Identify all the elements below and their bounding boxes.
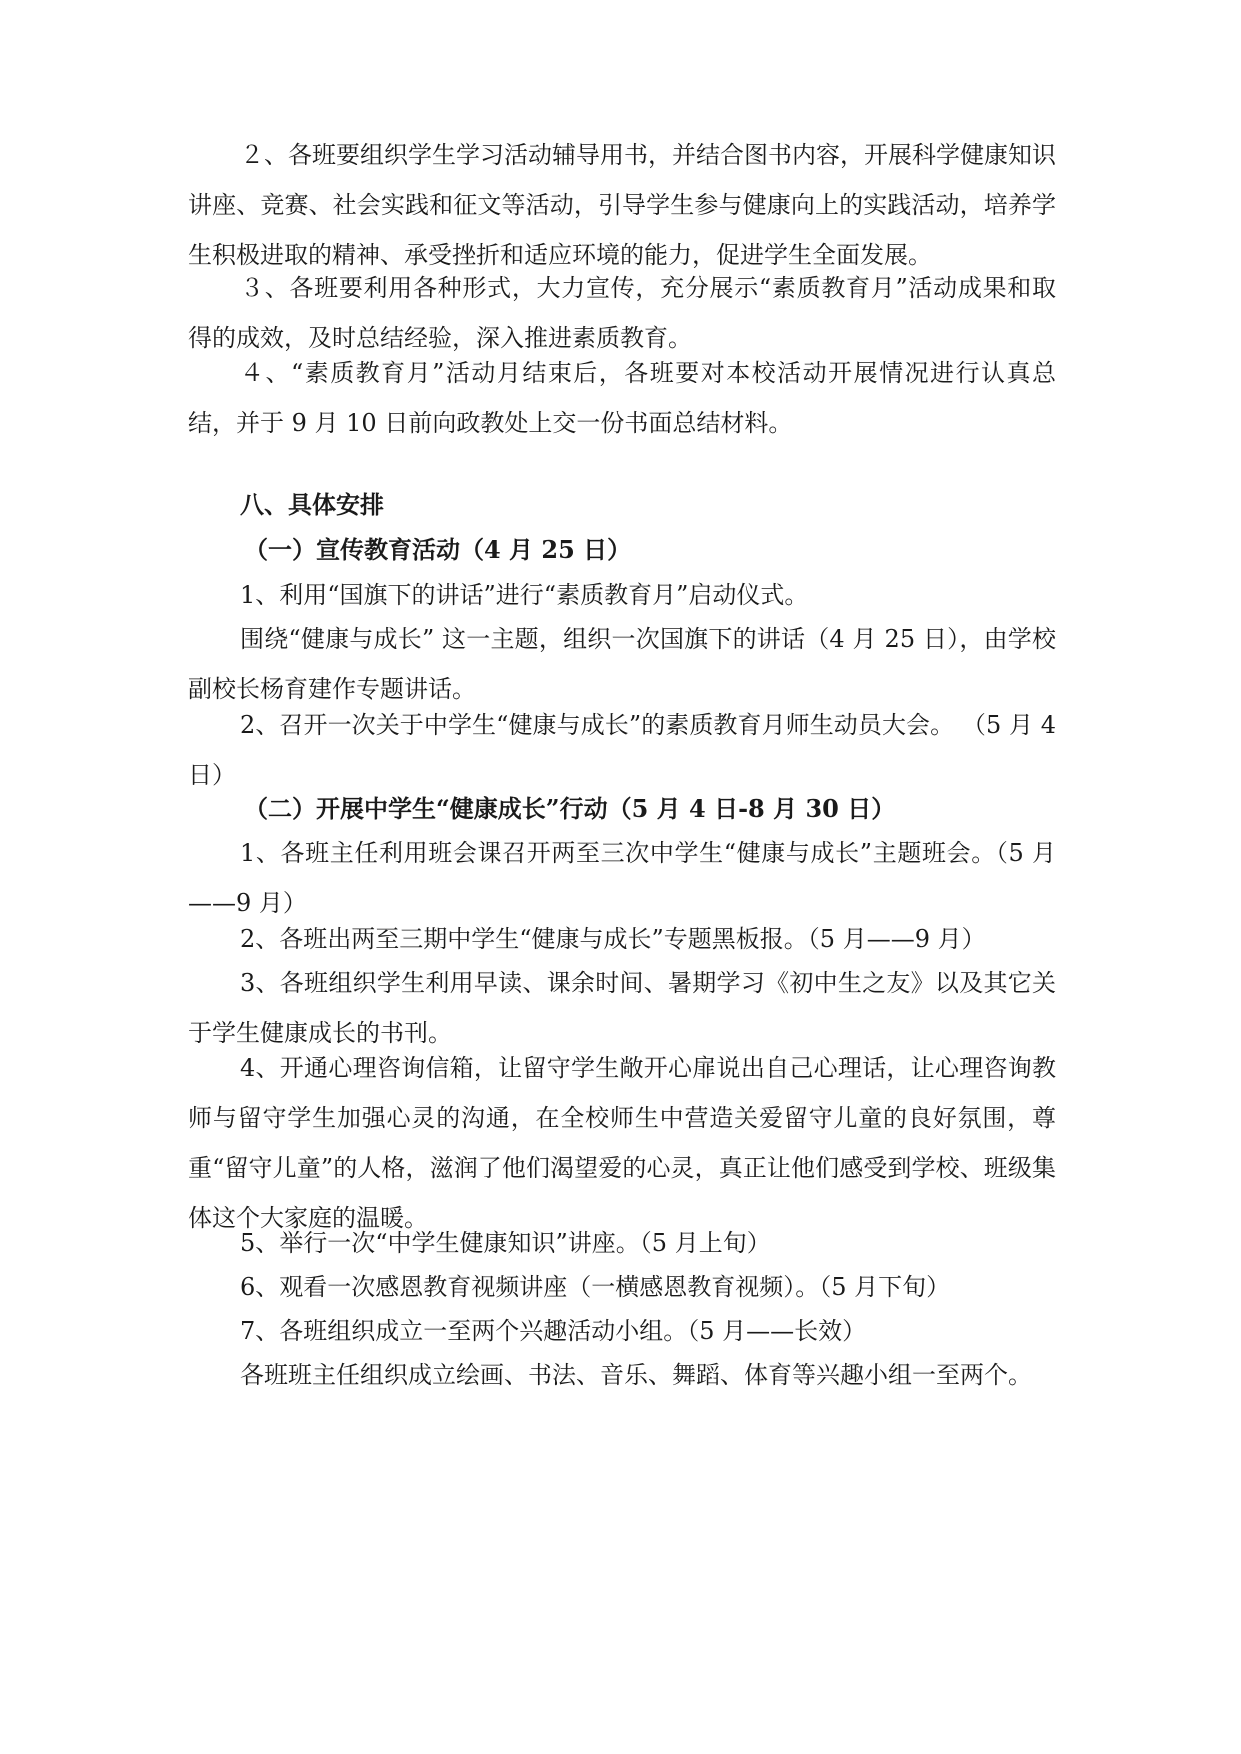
subsection-heading-1: （一）宣传教育活动（4 月 25 日） — [244, 535, 632, 564]
list-item: 4、开通心理咨询信箱，让留守学生敞开心扉说出自己心理话，让心理咨询教师与留守学生加强心灵的沟通，在全校师生中营造关爱留守儿童的良好氛围，尊重“留守儿童”的人格，滋润了他们渴望爱的心灵，真正让他们感受到学校、班级集体这个大家庭的温暖。 — [188, 1054, 1056, 1232]
list-item: 2、各班出两至三期中学生“健康与成长”专题黑板报。（5 月——9 月） — [240, 925, 986, 953]
section-heading-8: 八、具体安排 — [240, 490, 384, 519]
list-item: 5、举行一次“中学生健康知识”讲座。（5 月上旬） — [240, 1229, 771, 1257]
list-item: 1、各班主任利用班会课召开两至三次中学生“健康与成长”主题班会。（5 月——9 月） — [188, 839, 1056, 917]
paragraph-item-3: ３、各班要利用各种形式，大力宣传，充分展示“素质教育月”活动成果和取得的成效，及时总结经验，深入推进素质教育。 — [188, 274, 1056, 352]
list-item: 7、各班组织成立一至两个兴趣活动小组。（5 月——长效） — [240, 1317, 867, 1345]
paragraph-item-4: ４、“素质教育月”活动月结束后，各班要对本校活动开展情况进行认真总结，并于 9 月 10 日前向政教处上交一份书面总结材料。 — [188, 359, 1056, 437]
list-item: 各班班主任组织成立绘画、书法、音乐、舞蹈、体育等兴趣小组一至两个。 — [240, 1361, 1032, 1389]
list-item: 3、各班组织学生利用早读、课余时间、暑期学习《初中生之友》以及其它关于学生健康成长的书刊。 — [188, 969, 1056, 1047]
list-item: 1、利用“国旗下的讲话”进行“素质教育月”启动仪式。 — [240, 581, 809, 609]
list-item: 6、观看一次感恩教育视频讲座（一横感恩教育视频）。（5 月下旬） — [240, 1273, 951, 1301]
list-item: 围绕“健康与成长” 这一主题，组织一次国旗下的讲话（4 月 25 日），由学校副校长杨育建作专题讲话。 — [188, 625, 1056, 703]
list-item: 2、召开一次关于中学生“健康与成长”的素质教育月师生动员大会。 （5 月 4 日） — [188, 711, 1056, 789]
subsection-heading-2: （二）开展中学生“健康成长”行动（5 月 4 日-8 月 30 日） — [244, 794, 896, 823]
paragraph-item-2: ２、各班要组织学生学习活动辅导用书，并结合图书内容，开展科学健康知识讲座、竞赛、社会实践和征文等活动，引导学生参与健康向上的实践活动，培养学生积极进取的精神、承受挫折和适应环境的能力，促进学生全面发展。 — [188, 141, 1056, 269]
